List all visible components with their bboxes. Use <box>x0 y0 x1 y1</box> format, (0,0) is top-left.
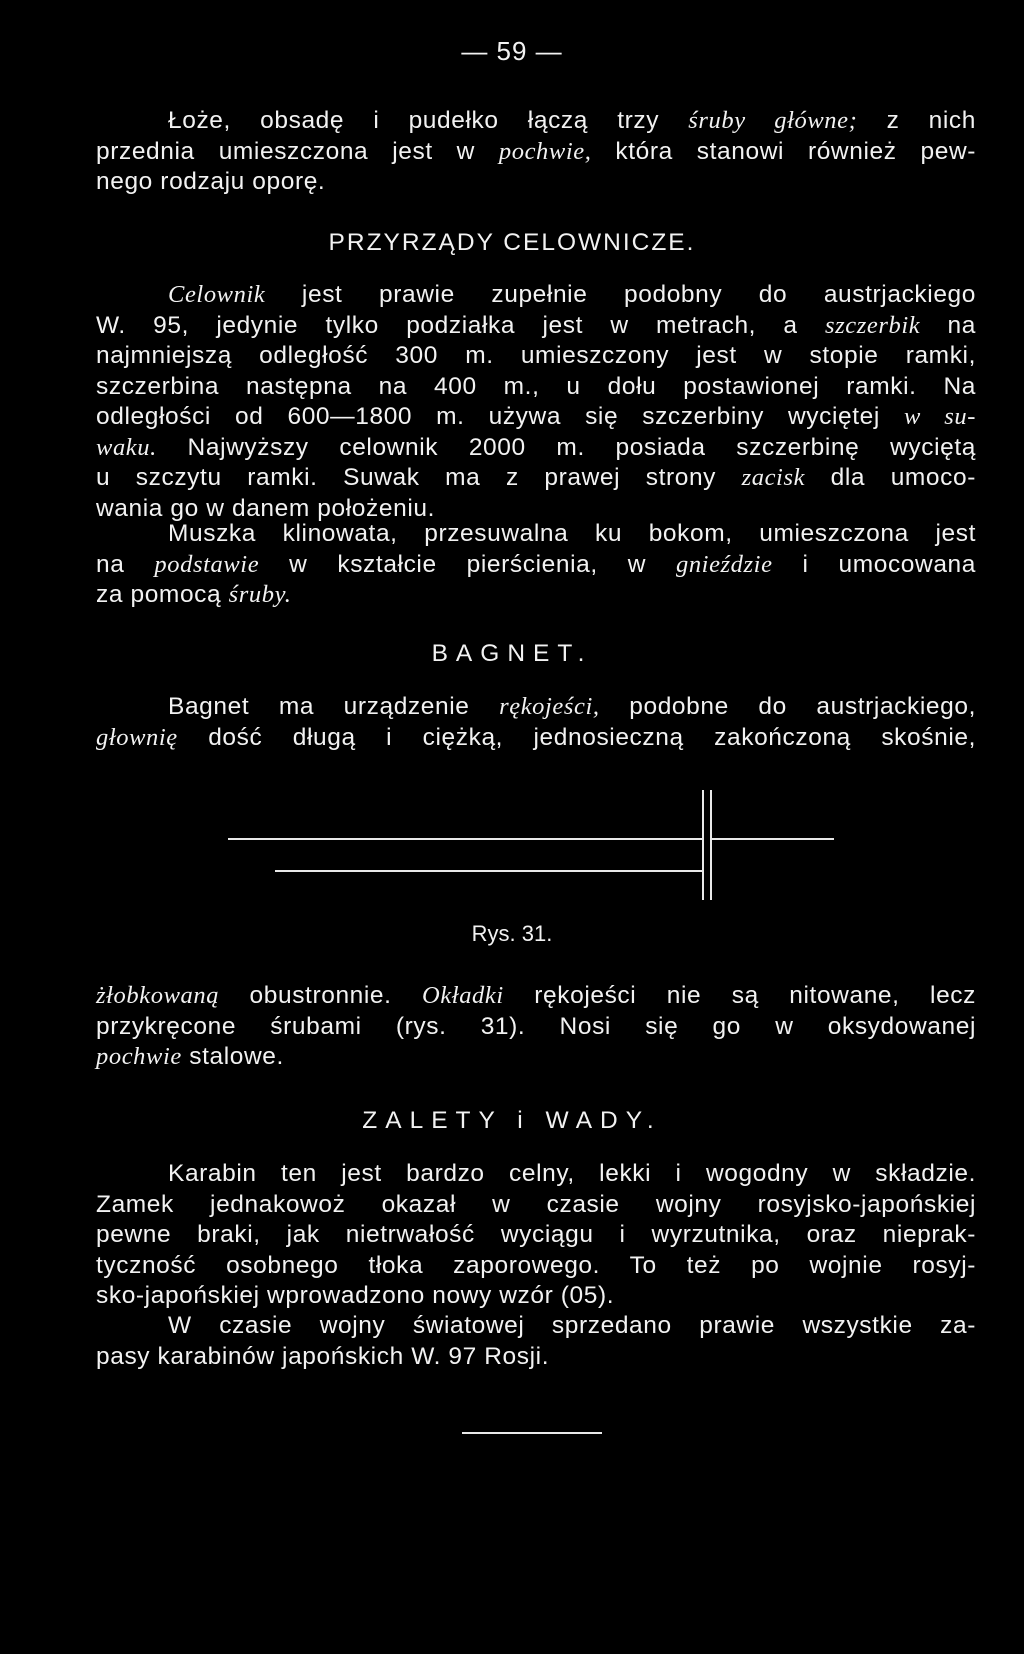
blade-back-line <box>275 870 702 872</box>
blade-edge-line <box>228 838 702 840</box>
crossguard-line <box>710 790 712 900</box>
text-line: na podstawie w kształcie pierścienia, w gnieździe i umocowana <box>96 550 977 578</box>
text-line: Celownik jest prawie zupełnie podobny do austrjackiego <box>168 281 976 308</box>
page-number: — 59 — <box>461 36 563 66</box>
text-line: głownię dość długą i ciężką, jednosieczną zakończoną skośnie, <box>96 723 976 751</box>
text-line: u szczytu ramki. Suwak ma z prawej strony zacisk dla umoco- <box>96 464 976 491</box>
paragraph-zlobkowana <box>96 981 976 1073</box>
text-line: przykręcone śrubami (rys. 31). Nosi się go w oksydowanej <box>96 1012 976 1040</box>
paragraph-muszka <box>96 519 976 611</box>
paragraph-celownik <box>96 280 976 524</box>
text-line: pasy karabinów japońskich W. 97 Rosji. <box>96 1342 550 1370</box>
text-line: tyczność osobnego tłoka zaporowego. To też po wojnie rosyj- <box>96 1251 976 1279</box>
section-heading-celownicze: PRZYRZĄDY CELOWNICZE. <box>328 229 696 256</box>
crossguard-line <box>702 790 704 900</box>
end-rule <box>462 1432 602 1434</box>
text-line: szczerbina następna na 400 m., u dołu postawionej ramki. Na <box>96 372 976 400</box>
text-line: wania go w danem położeniu. <box>96 494 435 522</box>
grip-line <box>712 838 834 840</box>
text-line: żłobkowaną obustronnie. Okładki rękojeści nie są nitowane, lecz <box>96 982 976 1009</box>
paragraph-loze <box>96 106 976 198</box>
text-line: Łoże, obsadę i pudełko łączą trzy śruby główne; z nich <box>168 107 976 134</box>
text-line: W. 95, jedynie tylko podziałka jest w metrach, a szczerbik na <box>96 311 976 339</box>
text-line: odległości od 600—1800 m. używa się szczerbiny wyciętej w su- <box>96 403 976 430</box>
text-line: pewne braki, jak nietrwałość wyciągu i wyrzutnika, oraz nieprak- <box>96 1221 976 1248</box>
section-heading-bagnet: BAGNET. <box>431 640 593 667</box>
text-line: Zamek jednakowoż okazał w czasie wojny rosyjsko-japońskiej <box>96 1190 976 1218</box>
paragraph-karabin <box>96 1159 976 1312</box>
text-line: pochwie stalowe. <box>96 1043 284 1070</box>
paragraph-wojna <box>96 1311 976 1372</box>
text-line: najmniejszą odległość 300 m. umieszczony jest w stopie ramki, <box>96 342 976 369</box>
text-line: Karabin ten jest bardzo celny, lekki i wogodny w składzie. <box>168 1160 976 1187</box>
text-line: waku. Najwyższy celownik 2000 m. posiada szczerbinę wyciętą <box>96 433 976 461</box>
text-line: sko-japońskiej wprowadzono nowy wzór (05). <box>96 1282 615 1309</box>
paragraph-bagnet <box>96 692 976 753</box>
figure-caption: Rys. 31. <box>471 921 553 946</box>
text-line: W czasie wojny światowej sprzedano prawie wszystkie za- <box>168 1312 976 1339</box>
text-line: za pomocą śruby. <box>96 581 292 608</box>
section-heading-zalety: ZALETY i WADY. <box>362 1107 662 1134</box>
text-line: nego rodzaju oporę. <box>96 168 326 195</box>
text-line: Bagnet ma urządzenie rękojeści, podobne do austrjackiego, <box>168 693 976 720</box>
text-line: Muszka klinowata, przesuwalna ku bokom, umieszczona jest <box>168 520 976 547</box>
text-line: przednia umieszczona jest w pochwie, która stanowi również pew- <box>96 137 976 165</box>
